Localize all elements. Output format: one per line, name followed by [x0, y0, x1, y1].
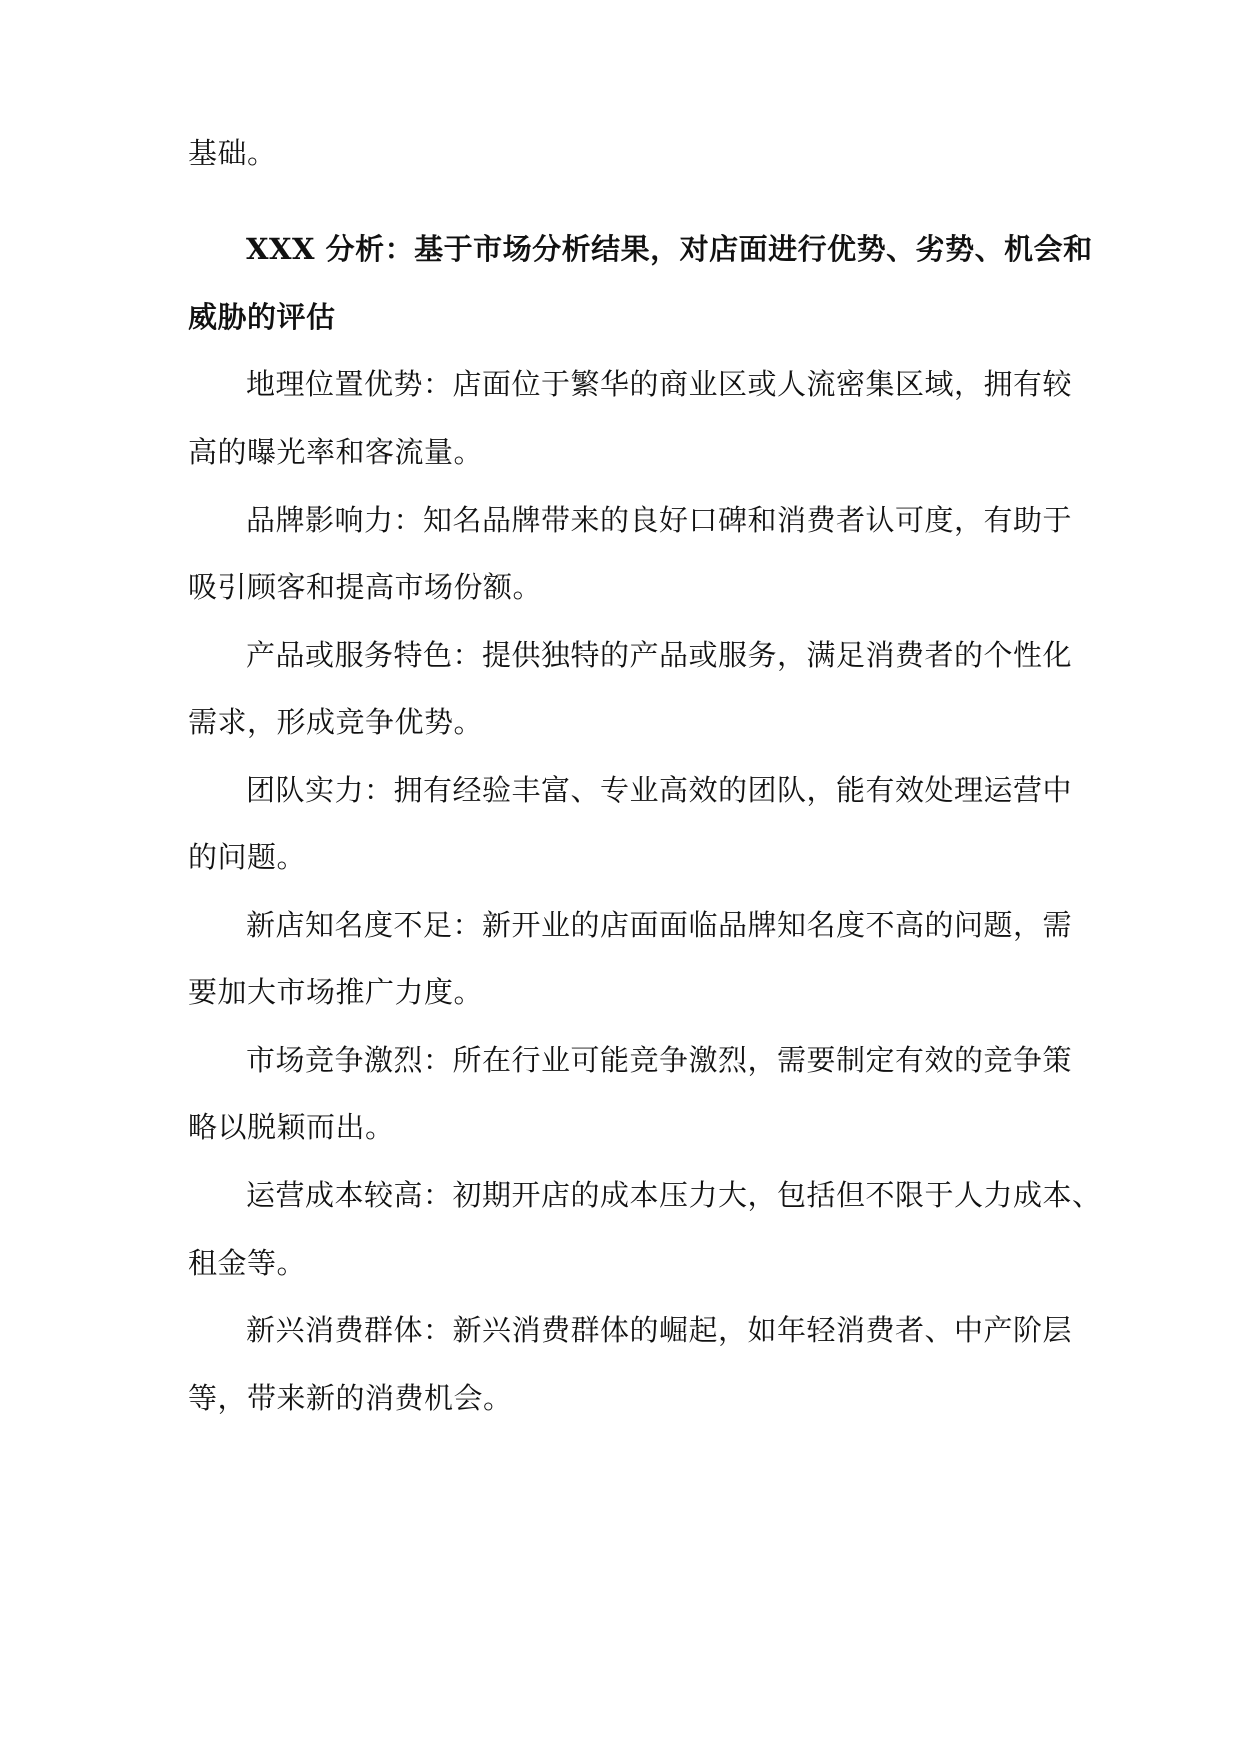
section-heading-line-0: XXX 分析：基于市场分析结果，对店面进行优势、劣势、机会和: [246, 232, 1093, 266]
paragraph-6-line-1: 要加大市场推广力度。: [188, 975, 484, 1009]
paragraph-5-line-1: 的问题。: [188, 840, 307, 874]
paragraph-6-line-0: 新店知名度不足：新开业的店面面临品牌知名度不高的问题，需: [246, 908, 1073, 942]
paragraph-9-line-1: 等，带来新的消费机会。: [188, 1381, 513, 1415]
paragraph-3-line-0: 品牌影响力：知名品牌带来的良好口碑和消费者认可度，有助于: [246, 503, 1073, 537]
paragraph-5-line-0: 团队实力：拥有经验丰富、专业高效的团队，能有效处理运营中: [246, 773, 1073, 807]
paragraph-2-line-1: 高的曝光率和客流量。: [188, 435, 484, 469]
paragraph-7-line-1: 略以脱颖而出。: [188, 1110, 395, 1144]
paragraph-8-line-0: 运营成本较高：初期开店的成本压力大，包括但不限于人力成本、: [246, 1178, 1102, 1212]
section-heading-line-1: 威胁的评估: [188, 300, 336, 334]
paragraph-4-line-0: 产品或服务特色：提供独特的产品或服务，满足消费者的个性化: [246, 638, 1073, 672]
paragraph-0-line-0: 基础。: [188, 136, 277, 170]
paragraph-4-line-1: 需求，形成竞争优势。: [188, 705, 484, 739]
paragraph-3-line-1: 吸引顾客和提高市场份额。: [188, 570, 543, 604]
paragraph-8-line-1: 租金等。: [188, 1246, 307, 1280]
paragraph-2-line-0: 地理位置优势：店面位于繁华的商业区或人流密集区域，拥有较: [246, 367, 1073, 401]
paragraph-7-line-0: 市场竞争激烈：所在行业可能竞争激烈，需要制定有效的竞争策: [246, 1043, 1073, 1077]
paragraph-9-line-0: 新兴消费群体：新兴消费群体的崛起，如年轻消费者、中产阶层: [246, 1313, 1073, 1347]
